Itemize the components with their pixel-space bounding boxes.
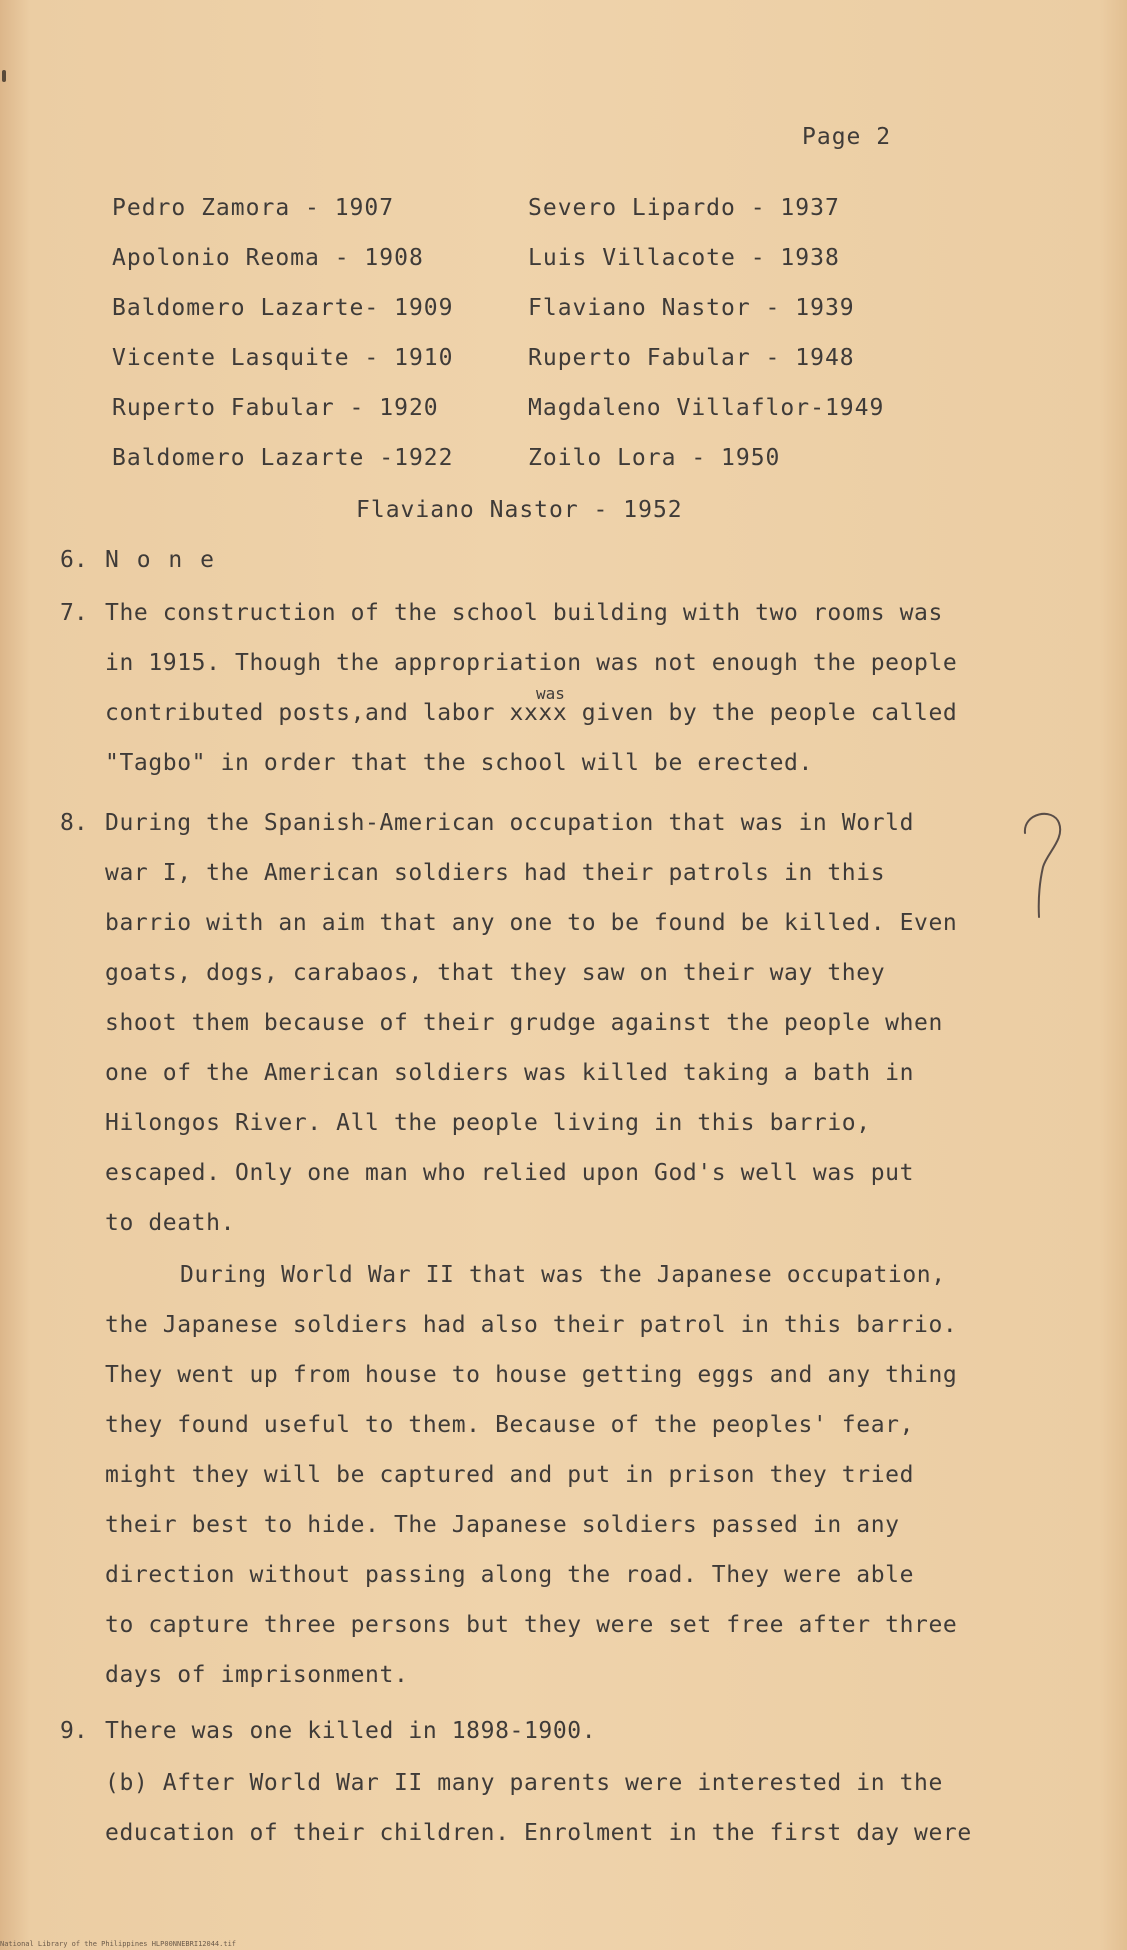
item-7-line: The construction of the school building with two rooms was [105, 600, 943, 626]
item-8b-line: days of imprisonment. [105, 1662, 409, 1688]
item-8-line: goats, dogs, carabaos, that they saw on their way they [105, 960, 886, 986]
teacher-entry: Baldomero Lazarte -1922 [112, 445, 454, 471]
item-9-text: There was one killed in 1898-1900. [105, 1718, 597, 1744]
teacher-entry: Pedro Zamora - 1907 [112, 195, 395, 221]
teacher-entry: Vicente Lasquite - 1910 [112, 345, 454, 371]
item-number: 6. [60, 547, 88, 573]
page-number: Page 2 [802, 124, 892, 150]
item-8b-line: they found useful to them. Because of the peoples' fear, [105, 1412, 915, 1438]
teacher-entry: Severo Lipardo - 1937 [528, 195, 840, 221]
item-7-line: contributed posts,and labor xxxx given by the people called [105, 700, 958, 726]
teacher-entry: Ruperto Fabular - 1948 [528, 345, 855, 371]
teacher-entry-center: Flaviano Nastor - 1952 [356, 497, 683, 523]
item-8b-line: the Japanese soldiers had also their patrol in this barrio. [105, 1312, 958, 1338]
item-8b-line: During World War II that was the Japanese occupation, [180, 1262, 946, 1288]
item-8-line: war I, the American soldiers had their patrols in this [105, 860, 886, 886]
item-8-line: one of the American soldiers was killed taking a bath in [105, 1060, 915, 1086]
item-9b-line: (b) After World War II many parents were interested in the [105, 1770, 943, 1796]
handwritten-insert: was [536, 684, 565, 703]
item-number: 8. [60, 810, 88, 836]
item-number: 7. [60, 600, 88, 626]
binding-mark [2, 70, 6, 82]
item-8-line: During the Spanish-American occupation that was in World [105, 810, 915, 836]
teacher-entry: Apolonio Reoma - 1908 [112, 245, 424, 271]
item-number: 9. [60, 1718, 88, 1744]
teacher-entry: Luis Villacote - 1938 [528, 245, 840, 271]
item-8b-line: their best to hide. The Japanese soldiers passed in any [105, 1512, 900, 1538]
item-8-line: barrio with an aim that any one to be found be killed. Even [105, 910, 958, 936]
item-8-line: escaped. Only one man who relied upon God's well was put [105, 1160, 915, 1186]
item-9b-line: education of their children. Enrolment in the first day were [105, 1820, 972, 1846]
teacher-entry: Baldomero Lazarte- 1909 [112, 295, 454, 321]
handwritten-question-mark [1013, 805, 1073, 920]
teacher-entry: Ruperto Fabular - 1920 [112, 395, 439, 421]
item-8-line: to death. [105, 1210, 236, 1236]
teacher-entry: Flaviano Nastor - 1939 [528, 295, 855, 321]
item-8-line: Hilongos River. All the people living in this barrio, [105, 1110, 871, 1136]
item-8b-line: direction without passing along the road. They were able [105, 1562, 915, 1588]
teacher-entry: Magdaleno Villaflor-1949 [528, 395, 885, 421]
item-7-line: in 1915. Though the appropriation was not enough the people [105, 650, 958, 676]
item-8-line: shoot them because of their grudge against the people when [105, 1010, 943, 1036]
archive-footer: National Library of the Philippines HLP00NNEBRI12044.tif [0, 1940, 237, 1948]
item-8b-line: might they will be captured and put in prison they tried [105, 1462, 915, 1488]
item-8b-line: They went up from house to house getting eggs and any thing [105, 1362, 958, 1388]
teacher-entry: Zoilo Lora - 1950 [528, 445, 781, 471]
item-7-line: "Tagbo" in order that the school will be erected. [105, 750, 813, 776]
item-6-text: N o n e [105, 547, 216, 573]
item-8b-line: to capture three persons but they were set free after three [105, 1612, 958, 1638]
